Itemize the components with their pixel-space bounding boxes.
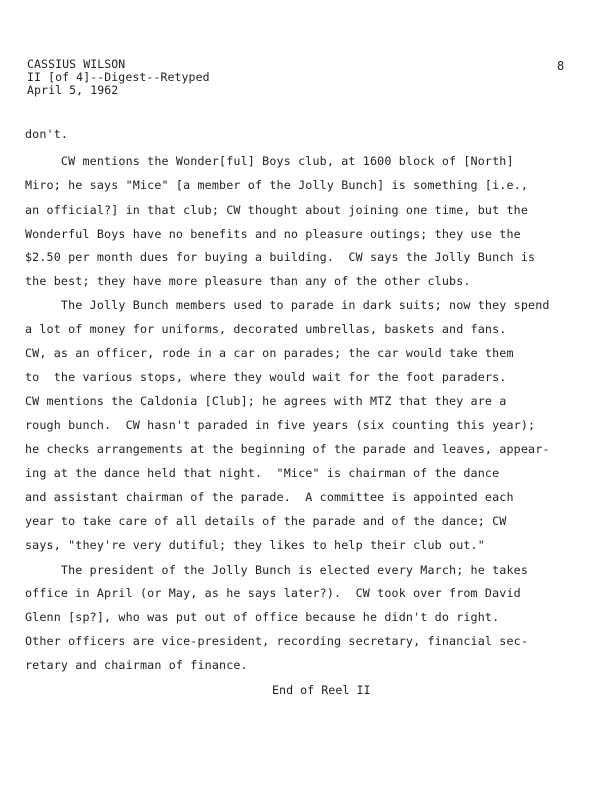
body-line: Miro; he says "Mice" [a member of the Jolly Bunch] is something [i.e., — [25, 178, 529, 192]
body-line: and assistant chairman of the parade. A committee is appointed each — [25, 490, 514, 504]
body-line: year to take care of all details of the parade and of the dance; CW — [25, 514, 507, 528]
body-line: CW mentions the Wonder[ful] Boys club, at 1600 block of [North] — [25, 154, 514, 168]
body-line: CW mentions the Caldonia [Club]; he agrees with MTZ that they are a — [25, 394, 507, 408]
body-line: Glenn [sp?], who was put out of office because he didn't do right. — [25, 610, 500, 624]
body-line: don't. — [25, 127, 69, 141]
body-line: he checks arrangements at the beginning of the parade and leaves, appear- — [25, 442, 550, 456]
body-line: a lot of money for uniforms, decorated umbrellas, baskets and fans. — [25, 322, 507, 336]
body-line: to the various stops, where they would wait for the foot paraders. — [25, 370, 507, 384]
body-line: retary and chairman of finance. — [25, 658, 248, 672]
body-line: office in April (or May, as he says later?). CW took over from David — [25, 586, 521, 600]
page-number: 8 — [557, 59, 565, 73]
end-of-reel-note: End of Reel II — [272, 683, 371, 697]
body-line: ing at the dance held that night. "Mice" is chairman of the dance — [25, 466, 500, 480]
body-line: says, "they're very dutiful; they likes to help their club out." — [25, 538, 485, 552]
body-line: an official?] in that club; CW thought about joining one time, but the — [25, 203, 529, 217]
body-line: Wonderful Boys have no benefits and no pleasure outings; they use the — [25, 227, 521, 241]
body-line: $2.50 per month dues for buying a building. CW says the Jolly Bunch is — [25, 250, 536, 264]
header-name: CASSIUS WILSON — [27, 57, 126, 71]
header-date: April 5, 1962 — [27, 83, 119, 97]
body-line: CW, as an officer, rode in a car on parades; the car would take them — [25, 346, 514, 360]
header-reel: II [of 4]--Digest--Retyped — [27, 70, 210, 84]
body-line: rough bunch. CW hasn't paraded in five years (six counting this year); — [25, 418, 536, 432]
body-line: the best; they have more pleasure than any of the other clubs. — [25, 274, 471, 288]
body-line: The Jolly Bunch members used to parade in dark suits; now they spend — [25, 298, 550, 312]
body-line: Other officers are vice-president, recording secretary, financial sec- — [25, 634, 529, 648]
body-line: The president of the Jolly Bunch is elected every March; he takes — [25, 563, 529, 577]
